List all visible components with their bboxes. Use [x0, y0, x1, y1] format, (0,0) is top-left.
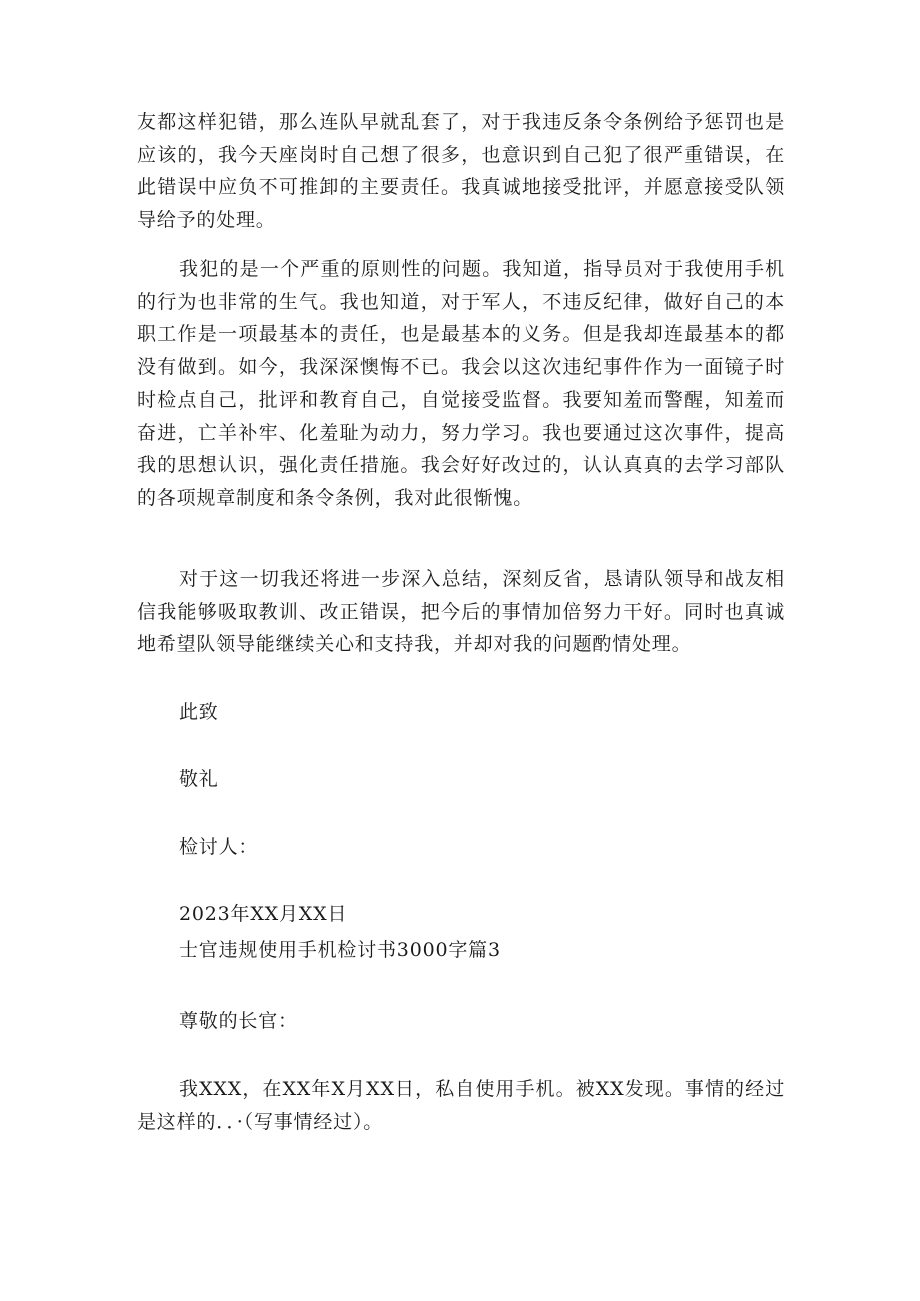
body-paragraph-3: 对于这一切我还将进一步深入总结，深刻反省，恳请队领导和战友相信我能够吸取教训、改正错误，把今后的事情加倍努力干好。同时也真诚地希望队领导能继续关心和支持我，并却对我的问题酌情处理。: [137, 568, 785, 656]
body-paragraph-4: 我XXX，在XX年X月XX日，私自使用手机。被XX发现。事情的经过是这样的．．·（写事情经过）。: [137, 1078, 785, 1133]
body-paragraph-2: 我犯的是一个严重的原则性的问题。我知道，指导员对于我使用手机的行为也非常的生气。我也知道，对于军人，不违反纪律，做好自己的本职工作是一项最基本的责任，也是最基本的义务。但是我却连最基本的都没有做到。如今，我深深懊悔不已。我会以这次违纪事件作为一面镜子时时检点自己，批评和教育自己，自觉接受监督。我要知羞而警醒，知羞而奋进，亡羊补牢、化羞耻为动力，努力学习。我也要通过这次事件，提高我的思想认识，强化责任措施。我会好好改过的，认认真真的去学习部队的各项规章制度和条令条例，我对此很惭愧。: [137, 258, 785, 509]
body-paragraph-1: 友都这样犯错，那么连队早就乱套了，对于我违反条令条例给予惩罚也是应该的，我今天座岗时自己想了很多，也意识到自己犯了很严重错误，在此错误中应负不可推卸的主要责任。我真诚地接受批评，并愿意接受队领导给予的处理。: [137, 111, 785, 232]
date-line: 2023年XX月XX日: [179, 903, 348, 925]
closing-greeting: 此致: [179, 701, 219, 723]
section-title: 士官违规使用手机检讨书3000字篇3: [179, 939, 501, 961]
salutation: 尊敬的长官：: [179, 1010, 298, 1032]
closing-salute: 敬礼: [179, 768, 219, 790]
signer-label: 检讨人：: [179, 836, 259, 858]
